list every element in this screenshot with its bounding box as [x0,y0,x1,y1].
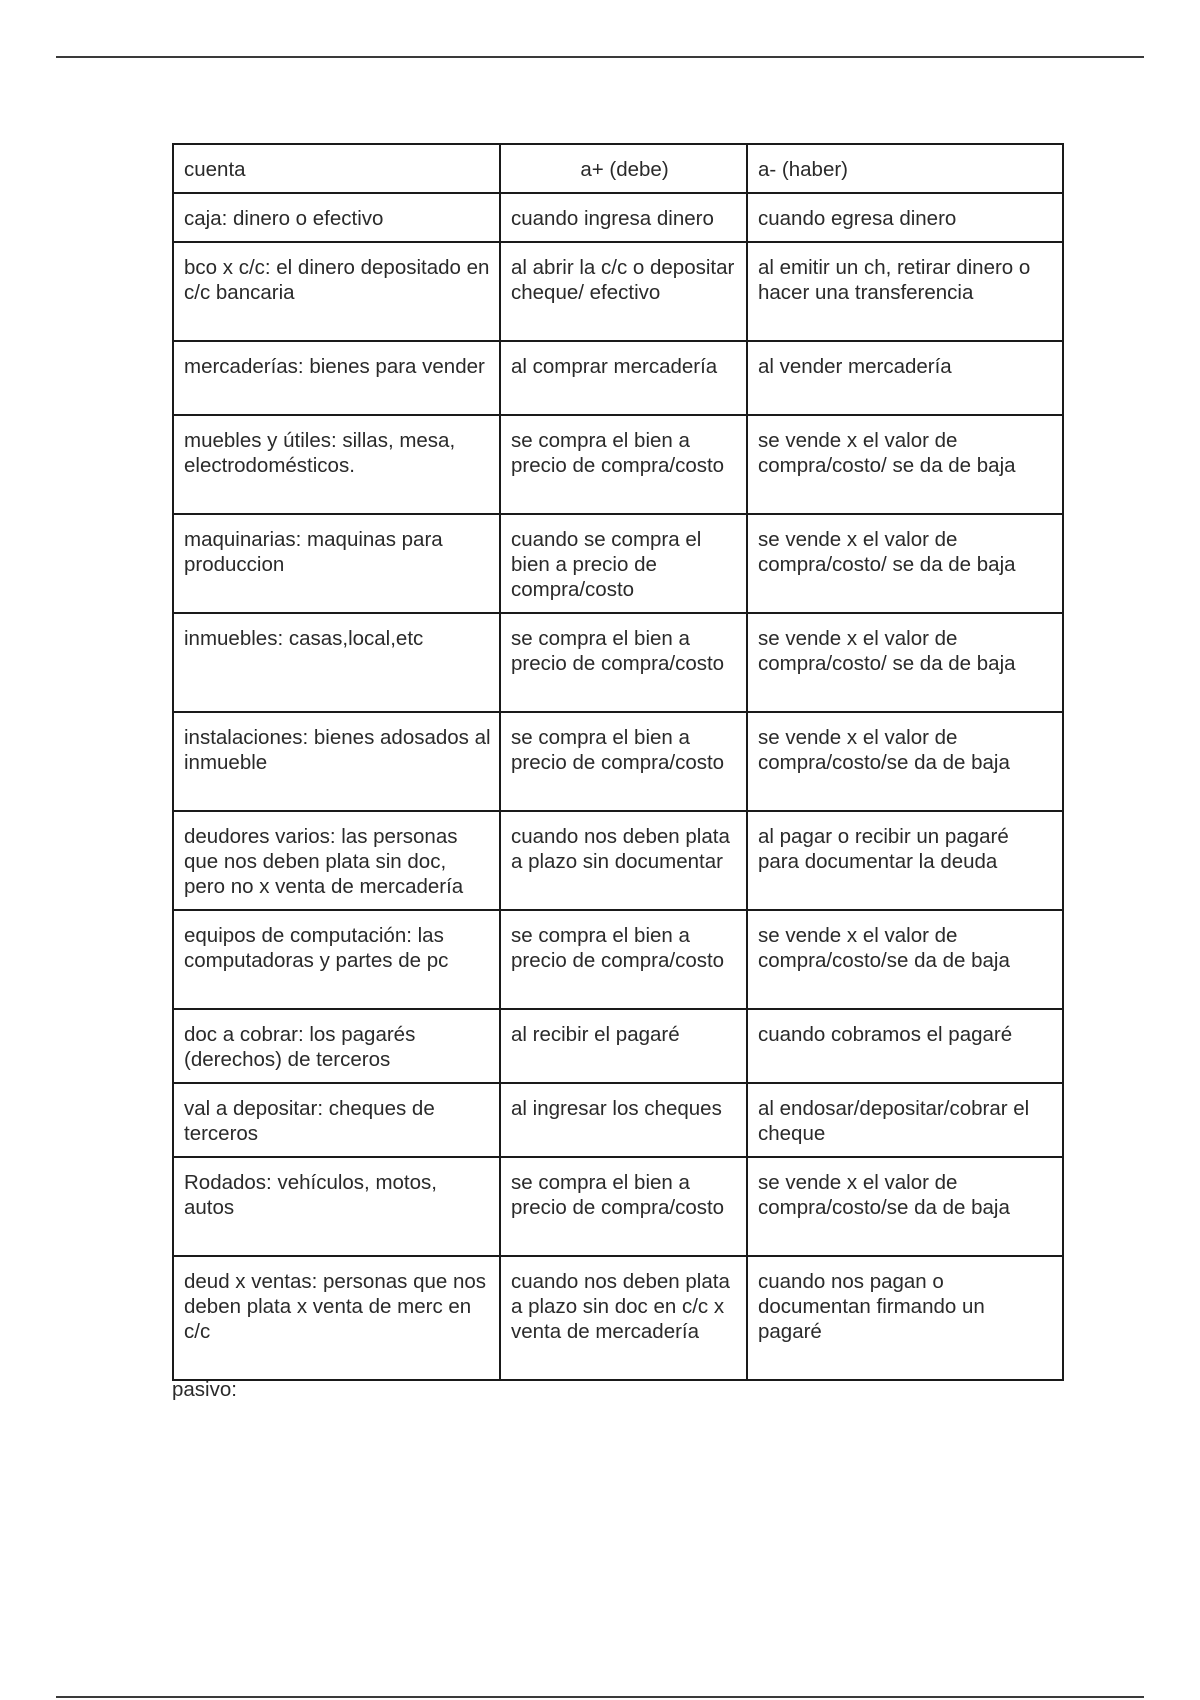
cell-account: muebles y útiles: sillas, mesa, electrodomésticos. [173,415,500,514]
cell-account: instalaciones: bienes adosados al inmueble [173,712,500,811]
cell-account: deud x ventas: personas que nos deben plata x venta de merc en c/c [173,1256,500,1380]
header-rule [56,56,1144,58]
cell-account: equipos de computación: las computadoras y partes de pc [173,910,500,1009]
cell-debit: al abrir la c/c o depositar cheque/ efectivo [500,242,747,341]
table-row [173,242,1063,341]
cell-debit: cuando nos deben plata a plazo sin doc en c/c x venta de mercadería [500,1256,747,1380]
cell-debit: se compra el bien a precio de compra/costo [500,613,747,712]
cell-credit: se vende x el valor de compra/costo/se da de baja [747,712,1063,811]
cell-credit: cuando cobramos el pagaré [747,1009,1063,1083]
cell-account: maquinarias: maquinas para produccion [173,514,500,613]
cell-credit: al pagar o recibir un pagaré para documentar la deuda [747,811,1063,910]
cell-debit: al recibir el pagaré [500,1009,747,1083]
cell-debit: se compra el bien a precio de compra/costo [500,910,747,1009]
cell-credit: cuando egresa dinero [747,193,1063,242]
cell-account: bco x c/c: el dinero depositado en c/c bancaria [173,242,500,341]
cell-debit: cuando se compra el bien a precio de compra/costo [500,514,747,613]
cell-credit: se vende x el valor de compra/costo/ se da de baja [747,415,1063,514]
table-row [173,1083,1063,1157]
table-row [173,613,1063,712]
cell-account: doc a cobrar: los pagarés (derechos) de terceros [173,1009,500,1083]
table-row [173,910,1063,1009]
cell-debit: al comprar mercadería [500,341,747,415]
cell-debit: se compra el bien a precio de compra/costo [500,415,747,514]
cell-debit: al ingresar los cheques [500,1083,747,1157]
cell-account: inmuebles: casas,local,etc [173,613,500,712]
header-debe: a+ (debe) [500,144,747,193]
cell-credit: al emitir un ch, retirar dinero o hacer una transferencia [747,242,1063,341]
table-row [173,193,1063,242]
cell-credit: se vende x el valor de compra/costo/se da de baja [747,1157,1063,1256]
cell-credit: se vende x el valor de compra/costo/ se da de baja [747,514,1063,613]
footer-rule [56,1696,1144,1698]
table-row [173,415,1063,514]
cell-account: mercaderías: bienes para vender [173,341,500,415]
table-row [173,1157,1063,1256]
table-header-row [173,144,1063,193]
table-row [173,811,1063,910]
cell-account: caja: dinero o efectivo [173,193,500,242]
cell-account: Rodados: vehículos, motos, autos [173,1157,500,1256]
cell-debit: cuando ingresa dinero [500,193,747,242]
cell-credit: cuando nos pagan o documentan firmando un pagaré [747,1256,1063,1380]
table-row [173,1009,1063,1083]
cell-credit: se vende x el valor de compra/costo/ se da de baja [747,613,1063,712]
header-cuenta: cuenta [173,144,500,193]
pasivo-label: pasivo: [172,1378,237,1401]
cell-credit: se vende x el valor de compra/costo/se da de baja [747,910,1063,1009]
header-haber: a- (haber) [747,144,1063,193]
table-row [173,1256,1063,1380]
cell-credit: al vender mercadería [747,341,1063,415]
cell-debit: se compra el bien a precio de compra/costo [500,712,747,811]
table-row [173,341,1063,415]
cell-credit: al endosar/depositar/cobrar el cheque [747,1083,1063,1157]
cell-debit: se compra el bien a precio de compra/costo [500,1157,747,1256]
table-row [173,514,1063,613]
cell-account: deudores varios: las personas que nos deben plata sin doc, pero no x venta de mercadería [173,811,500,910]
cell-debit: cuando nos deben plata a plazo sin documentar [500,811,747,910]
cell-account: val a depositar: cheques de terceros [173,1083,500,1157]
table-row [173,712,1063,811]
accounts-table [172,143,1064,1381]
